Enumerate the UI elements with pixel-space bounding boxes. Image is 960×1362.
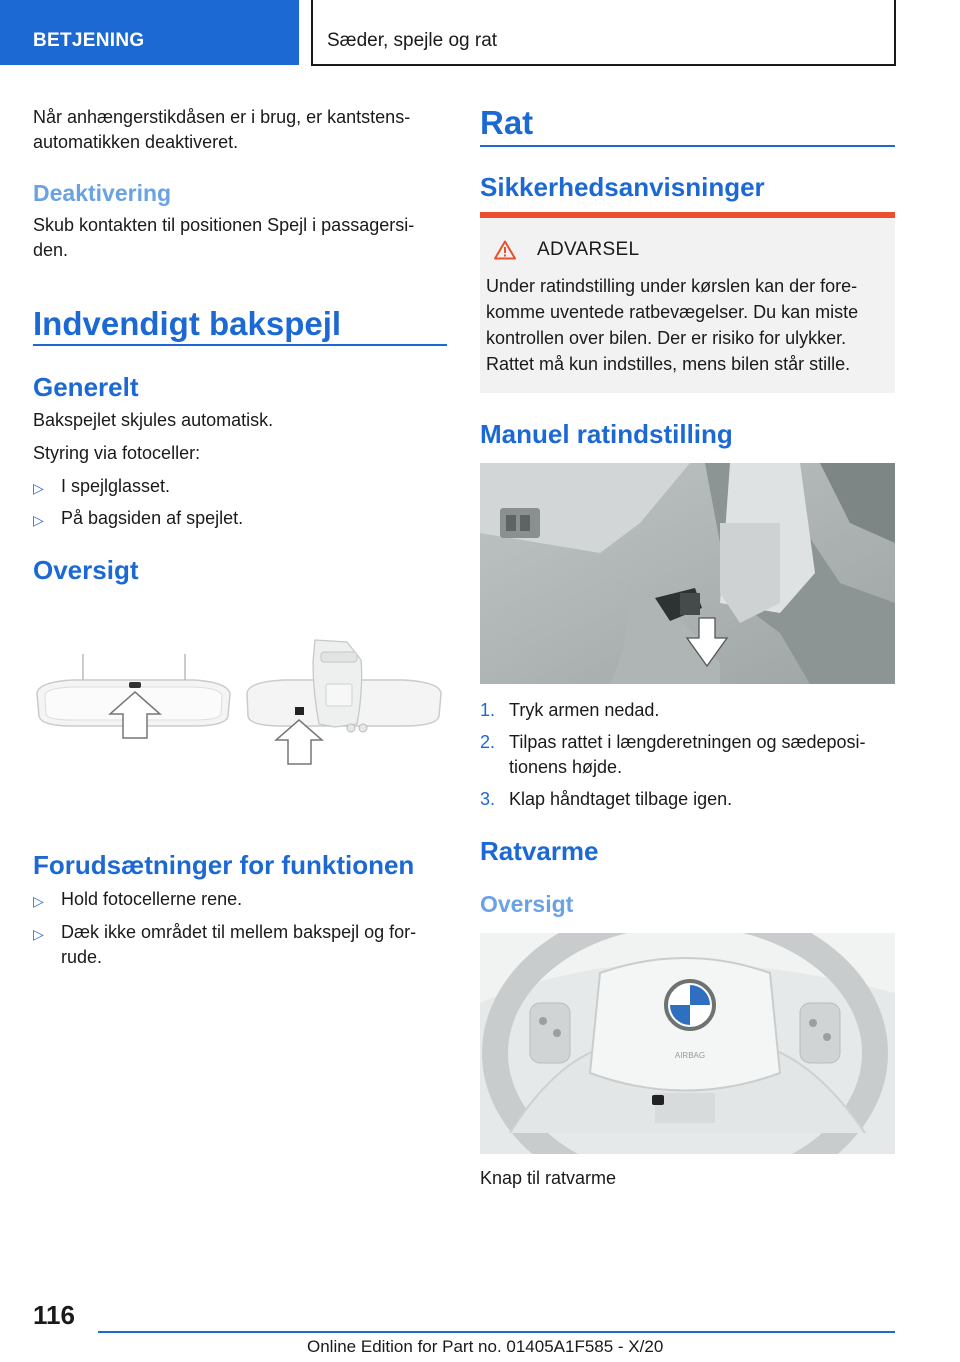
triangle-bullet-icon: ▷ [33, 926, 44, 942]
warning-bar [480, 212, 895, 218]
section-rule [480, 145, 895, 147]
triangle-bullet-icon: ▷ [33, 893, 44, 909]
list-item: ▷ På bagsiden af spejlet. [33, 506, 243, 533]
warning-title: ADVARSEL [537, 239, 640, 260]
list-item: ▷ Hold fotocellerne rene. [33, 887, 242, 914]
page-number: 116 [33, 1300, 75, 1330]
warning-text: Under ratindstilling under kørslen kan der fore- komme uventede ratbevægelser. Du kan miste kontrollen over bilen. Der er risiko for ulykker. Rattet må kun indstilles, mens bilen står stille. [486, 276, 859, 374]
warning-title-row [494, 239, 639, 261]
rat-heading: Rat [480, 104, 534, 141]
mirror-heading: Indvendigt bakspejl [33, 305, 342, 342]
section-rule [33, 344, 447, 346]
ratvarme-heading: Ratvarme [480, 836, 599, 866]
section-label: BETJENING [33, 30, 145, 51]
intro-paragraph: Når anhængerstikdåsen er i brug, er kantstens- automatikken deaktiveret. [33, 107, 411, 152]
steering-column-image [480, 463, 895, 684]
warning-triangle-icon [494, 240, 516, 260]
mirror-illustration [33, 632, 447, 772]
forudsaetninger-heading: Forudsætninger for funktionen [33, 850, 415, 880]
step-item: 2. Tilpas rattet i længderetningen og sædeposi- tionens højde. [480, 732, 866, 777]
deaktivering-paragraph: Skub kontakten til positionen Spejl i passagersi- den. [33, 215, 415, 260]
steering-wheel-image [480, 933, 895, 1154]
triangle-bullet-icon: ▷ [33, 480, 44, 496]
warning-box [480, 212, 895, 393]
sikkerhed-heading: Sikkerhedsanvisninger [480, 172, 765, 202]
image-caption: Knap til ratvarme [480, 1168, 617, 1188]
step-item: 3. Klap håndtaget tilbage igen. [480, 789, 733, 809]
chapter-label: Sæder, spejle og rat [327, 30, 498, 51]
edition-text: Online Edition for Part no. 01405A1F585 - X/20 [307, 1337, 664, 1356]
manuel-heading: Manuel ratindstilling [480, 419, 733, 449]
ratvarme-oversigt-heading: Oversigt [480, 891, 574, 917]
deaktivering-heading: Deaktivering [33, 180, 172, 206]
generelt-heading: Generelt [33, 372, 139, 402]
generelt-text: Bakspejlet skjules automatisk. [33, 410, 274, 430]
chapter-tab [311, 0, 896, 66]
footer-rule [98, 1331, 895, 1333]
triangle-bullet-icon: ▷ [33, 512, 44, 528]
styring-text: Styring via fotoceller: [33, 443, 201, 463]
list-item: ▷ I spejlglasset. [33, 474, 170, 501]
list-item: ▷ Dæk ikke området til mellem bakspejl og for- rude. [33, 920, 416, 970]
svg-text:AIRBAG: AIRBAG [674, 1051, 706, 1060]
oversigt-heading: Oversigt [33, 555, 139, 585]
section-tab [0, 0, 299, 65]
step-item: 1. Tryk armen nedad. [480, 700, 660, 720]
